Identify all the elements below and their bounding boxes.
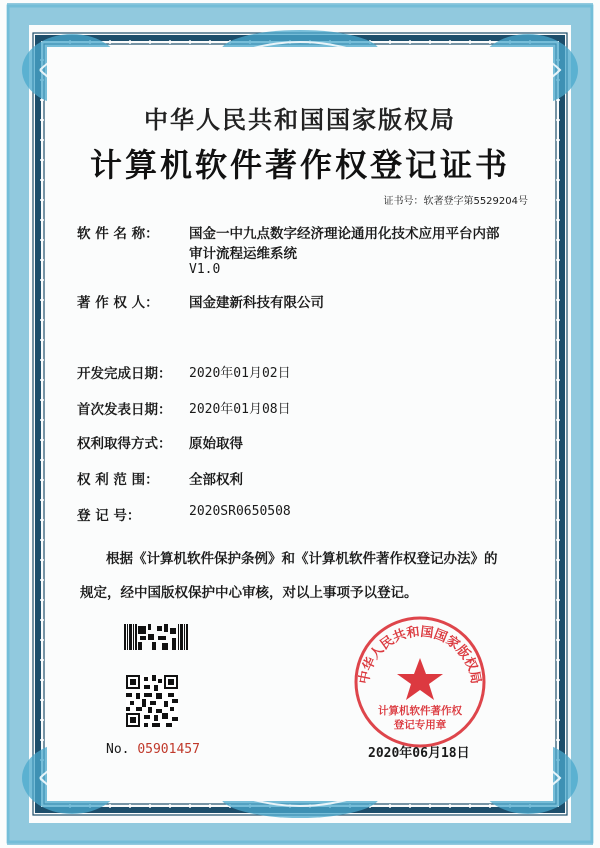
pub-date-value: 2020年01月08日 (189, 402, 291, 417)
certificate-number-value: 软著登字第5529204号 (423, 196, 528, 207)
issuer-name: 中华人民共和国国家版权局 (144, 106, 456, 134)
dev-date-value: 2020年01月02日 (189, 366, 291, 381)
issue-date: 2020年06月18日 (368, 746, 470, 761)
owner-label: 著 作 权 人： (77, 295, 159, 311)
pub-date-label: 首次发表日期： (77, 402, 172, 418)
acquire-value: 原始取得 (189, 436, 243, 452)
barcode (124, 624, 188, 650)
body-text-line1: 根据《计算机软件保护条例》和《计算机软件著作权登记办法》的 (106, 551, 498, 567)
seal-inner-line2: 登记专用章 (393, 719, 447, 731)
seal-star-icon (397, 658, 443, 700)
certificate-title: 计算机软件著作权登记证书 (89, 146, 510, 184)
qr-code (126, 675, 178, 727)
serial-prefix: No. (106, 742, 130, 757)
body-text-line2: 规定，经中国版权保护中心审核，对以上事项予以登记。 (80, 585, 418, 601)
software-version: V1.0 (189, 262, 221, 277)
dev-date-label: 开发完成日期： (77, 366, 172, 382)
certificate-number-label: 证书号： (383, 196, 424, 207)
scope-label: 权 利 范 围： (77, 472, 159, 488)
scope-value: 全部权利 (189, 472, 243, 488)
serial-number (106, 742, 200, 757)
acquire-label: 权利取得方式： (77, 436, 172, 452)
owner-value: 国金建新科技有限公司 (189, 295, 324, 311)
software-name-line1: 国金一中九点数字经济理论通用化技术应用平台内部 (189, 226, 500, 242)
software-name-label: 软 件 名 称： (77, 226, 159, 242)
reg-no-value: 2020SR0650508 (189, 504, 291, 519)
seal-inner-line1: 计算机软件著作权 (378, 705, 462, 717)
serial-value: 05901457 (137, 742, 200, 757)
official-seal (352, 614, 488, 750)
seal-ring-text: 中华人民共和国国家版权局 (356, 624, 484, 686)
certificate-number (383, 192, 528, 207)
software-name-line2: 审计流程运维系统 (189, 246, 297, 262)
reg-no-label: 登 记 号： (77, 508, 141, 524)
